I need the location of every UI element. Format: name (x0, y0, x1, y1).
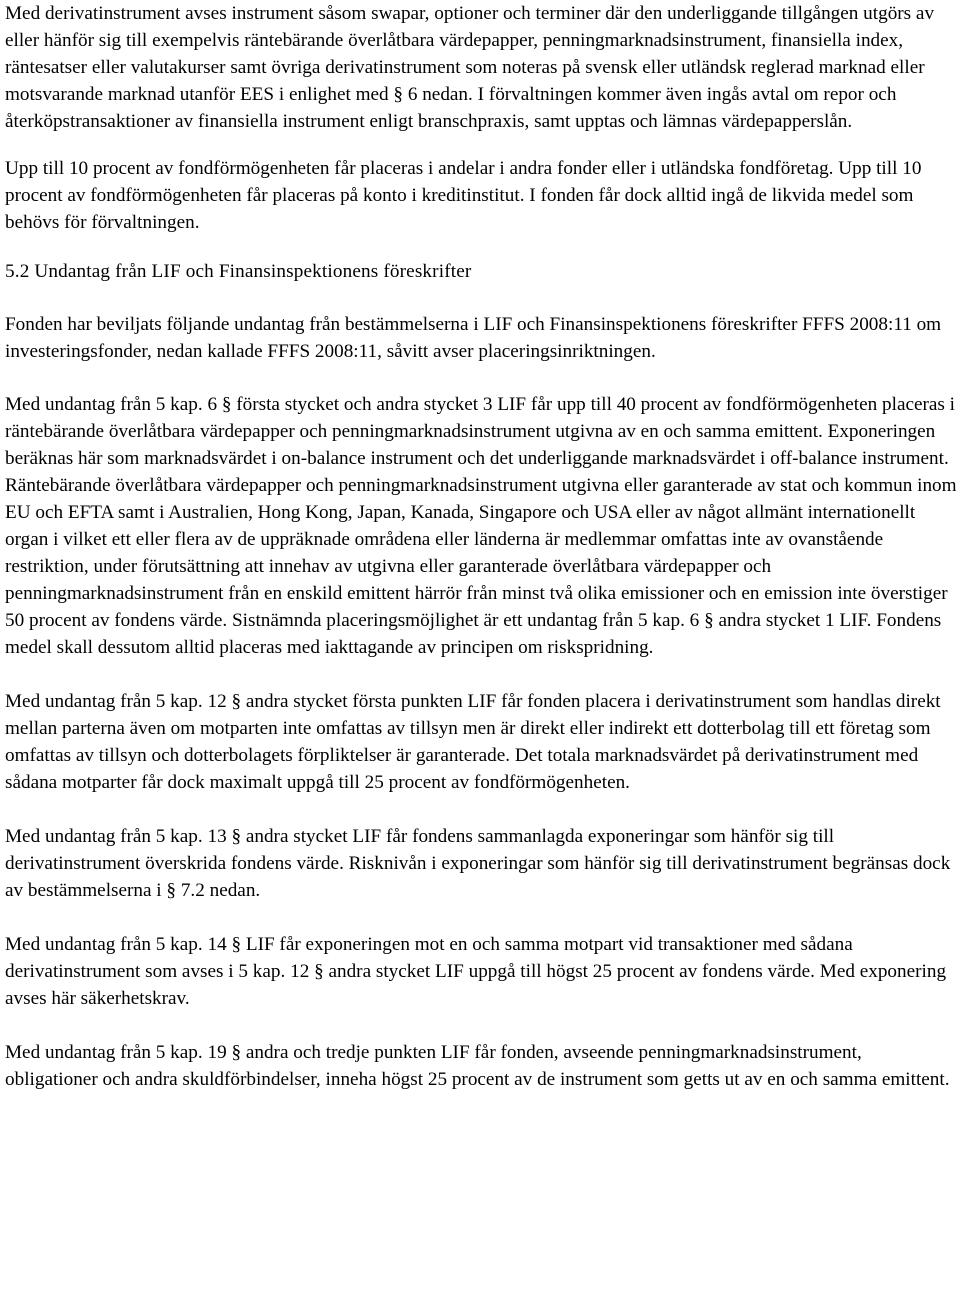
section-heading-5-2: 5.2 Undantag från LIF och Finansinspektionens föreskrifter (5, 261, 472, 282)
paragraph-fund-holdings: Upp till 10 procent av fondförmögenheten får placeras i andelar i andra fonder eller i utländska fondföretag. Upp till 10 procent av fondförmögenheten får placeras på konto i kreditinstitut. I fonden får dock alltid ingå de likvida medel som behövs för förvaltningen. (5, 158, 922, 233)
paragraph-exemption-kap12: Med undantag från 5 kap. 12 § andra stycket första punkten LIF får fonden placera i derivatinstrument som handlas direkt mellan parterna även om motparten inte omfattas av tillsyn men är direkt eller indirekt ett dotterbolag till ett företag som omfattas av tillsyn och dotterbolagets förpliktelser är garanterade. Det totala marknadsvärdet på derivatinstrument med sådana motparter får dock maximalt uppgå till 25 procent av fondförmögenheten. (5, 691, 941, 793)
paragraph-exemption-kap14: Med undantag från 5 kap. 14 § LIF får exponeringen mot en och samma motpart vid transaktioner med sådana derivatinstrument som avses i 5 kap. 12 § andra stycket LIF uppgå till högst 25 procent av fondens värde. Med exponering avses här säkerhetskrav. (5, 934, 947, 1009)
paragraph-derivative-definition: Med derivatinstrument avses instrument såsom swapar, optioner och terminer där den underliggande tillgången utgörs av eller hänför sig till exempelvis räntebärande överlåtbara värdepapper, penningmarknadsinstrument, finansiella index, räntesatser eller valutakurser samt övriga derivatinstrument som noteras på svensk eller utländsk reglerad marknad eller motsvarande marknad utanför EES i enlighet med § 6 nedan. I förvaltningen kommer även ingås avtal om repor och återköpstransaktioner av finansiella instrument enligt branschpraxis, samt upptas och lämnas värdepapperslån. (5, 3, 935, 132)
document-page (5, 0, 958, 1093)
paragraph-exemption-kap19: Med undantag från 5 kap. 19 § andra och tredje punkten LIF får fonden, avseende penningmarknadsinstrument, obligationer och andra skuldförbindelser, inneha högst 25 procent av de instrument som getts ut av en och samma emittent. (5, 1042, 950, 1090)
paragraph-exemption-kap13: Med undantag från 5 kap. 13 § andra stycket LIF får fondens sammanlagda exponeringar som hänför sig till derivatinstrument överskrida fondens värde. Risknivån i exponeringar som hänför sig till derivatinstrument begränsas dock av bestämmelserna i § 7.2 nedan. (5, 826, 951, 901)
paragraph-exemption-kap6: Med undantag från 5 kap. 6 § första stycket och andra stycket 3 LIF får upp till 40 procent av fondförmögenheten placeras i räntebärande överlåtbara värdepapper och penningmarknadsinstrument utgivna av en och samma emittent. Exponeringen beräknas här som marknadsvärdet i on-balance instrument och det underliggande marknadsvärdet i off-balance instrument. Räntebärande överlåtbara värdepapper och penningmarknadsinstrument utgivna eller garanterade av stat och kommun inom EU och EFTA samt i Australien, Hong Kong, Japan, Kanada, Singapore och USA eller av något allmänt internationellt organ i vilket ett eller flera av de uppräknade områdena eller länderna är medlemmar omfattas inte av ovanstående restriktion, under förutsättning att innehav av utgivna eller garanterade överlåtbara värdepapper och penningmarknadsinstrument från en enskild emittent härrör från minst två olika emissioner och en emission inte överstiger 50 procent av fondens värde. Sistnämnda placeringsmöjlighet är ett undantag från 5 kap. 6 § andra stycket 1 LIF. Fondens medel skall dessutom alltid placeras med iakttagande av principen om riskspridning. (5, 394, 957, 658)
paragraph-exemptions-intro: Fonden har beviljats följande undantag från bestämmelserna i LIF och Finansinspektionens föreskrifter FFFS 2008:11 om investeringsfonder, nedan kallade FFFS 2008:11, såvitt avser placeringsinriktningen. (5, 314, 942, 362)
